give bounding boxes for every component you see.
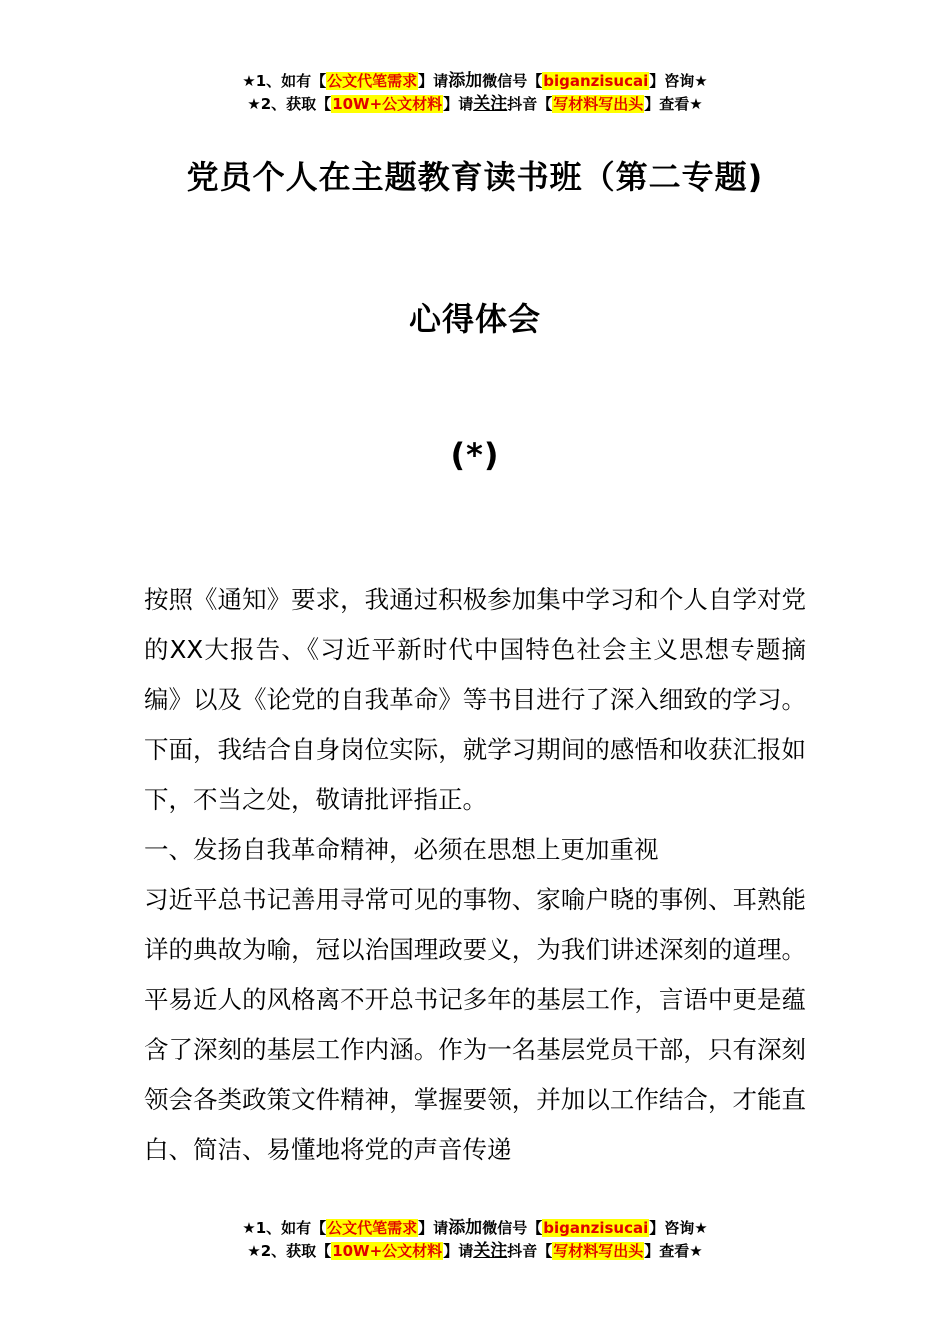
promo-text: ★2、获取【 (247, 95, 332, 113)
promo-douyin-id: 写材料写出头 (553, 95, 644, 113)
footer-promo-banner (0, 1217, 950, 1263)
promo-highlight: 10W+公文材料 (332, 95, 443, 113)
promo-text: 】咨询★ (649, 1219, 708, 1237)
document-author-placeholder: (*) (450, 436, 500, 474)
promo-text: ★2、获取【 (247, 1242, 332, 1260)
promo-text: ★1、如有【 (242, 1219, 327, 1237)
promo-line-1 (0, 1217, 950, 1240)
promo-text: 抖音【 (507, 1242, 553, 1260)
promo-text: 】请 (443, 1242, 474, 1260)
promo-text: 微信号【 (482, 1219, 543, 1237)
promo-wechat-id: biganzisucai (543, 72, 649, 90)
promo-text: 】查看★ (644, 95, 703, 113)
promo-emphasis: 添加 (448, 71, 483, 91)
promo-highlight: 公文代笔需求 (327, 1219, 418, 1237)
promo-emphasis: 关注 (473, 94, 508, 114)
promo-emphasis: 关注 (473, 1241, 508, 1261)
promo-text: 】查看★ (644, 1242, 703, 1260)
promo-emphasis: 添加 (448, 1218, 483, 1238)
promo-highlight: 10W+公文材料 (332, 1242, 443, 1260)
promo-douyin-id: 写材料写出头 (553, 1242, 644, 1260)
promo-wechat-id: biganzisucai (543, 1219, 649, 1237)
document-body (144, 575, 806, 1175)
paragraph: 习近平总书记善用寻常可见的事物、家喻户晓的事例、耳熟能详的典故为喻，冠以治国理政要义，为我们讲述深刻的道理。平易近人的风格离不开总书记多年的基层工作，言语中更是蕴含了深刻的基层工作内涵。作为一名基层党员干部，只有深刻领会各类政策文件精神，掌握要领，并加以工作结合，才能直白、简洁、易懂地将党的声音传递 (144, 885, 806, 1164)
promo-line-2 (0, 93, 950, 116)
promo-text: 】请 (418, 72, 449, 90)
document-title: 党员个人在主题教育读书班（第二专题) (186, 158, 764, 196)
promo-text: 微信号【 (482, 72, 543, 90)
promo-text: 】咨询★ (649, 72, 708, 90)
promo-text: 】请 (418, 1219, 449, 1237)
promo-line-1 (0, 70, 950, 93)
promo-text: ★1、如有【 (242, 72, 327, 90)
header-promo-banner (0, 70, 950, 116)
promo-text: 抖音【 (507, 95, 553, 113)
section-heading: 一、发扬自我革命精神，必须在思想上更加重视 (144, 835, 659, 864)
promo-line-2 (0, 1240, 950, 1263)
promo-text: 】请 (443, 95, 474, 113)
paragraph-intro: 按照《通知》要求，我通过积极参加集中学习和个人自学对党的XX大报告、《习近平新时代中国特色社会主义思想专题摘编》以及《论党的自我革命》等书目进行了深入细致的学习。下面，我结合自身岗位实际，就学习期间的感悟和收获汇报如下，不当之处，敬请批评指正。 (144, 585, 806, 814)
document-title-line2: 心得体会 (408, 300, 541, 338)
promo-highlight: 公文代笔需求 (327, 72, 418, 90)
